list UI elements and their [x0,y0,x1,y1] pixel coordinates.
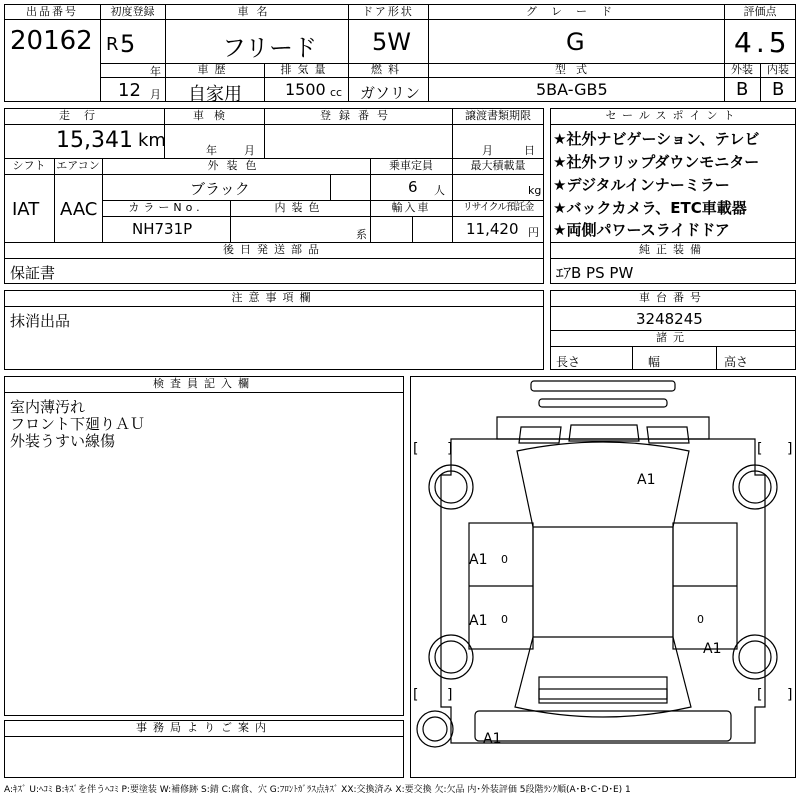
car-name: フリード [222,34,318,62]
door-label: ドア形状 [362,5,414,18]
legend: A:ｷｽﾞ U:ﾍｺﾐ B:ｷｽﾞを伴うﾍｺﾐ P:要塗装 W:補修跡 S:錆 C:腐食、穴 G:ﾌﾛﾝﾄｶﾞﾗｽ点ｷｽﾞ XX:交換済み X:要交換 欠:欠品 内･外装評価 5段階ﾗﾝｸ順(A･B･C･D･E) 1 [4,785,631,795]
first-reg-label: 初度登録 [110,5,155,18]
later-label: 後日発送部品 [223,243,325,256]
color: ブラック [190,180,250,198]
width-label: 幅 [648,355,661,369]
reg-no-label: 登録番号 [320,109,396,122]
lot-label: 出品番号 [26,5,78,18]
office-label: 事務局よりご案内 [136,721,272,734]
later-parts: 保証書 [10,264,56,282]
color-no: NH731P [132,220,193,238]
lot-number: 20162 [10,26,93,56]
diagram-bracket: ] [447,441,453,457]
kei-unit: 系 [356,228,367,241]
recycle-label: リサイクル預託金 [462,202,534,213]
chassis-label: 車台番号 [639,291,707,304]
history-label: 車歴 [197,63,232,76]
insp-year-unit: 年 [206,144,217,157]
score-label: 評価点 [743,5,777,18]
name-label: 車名 [237,5,276,18]
sales-point: ★社外フリップダウンモニター [553,153,760,171]
equipment: ｴｱB PS PW [556,264,634,282]
sales-point: ★両側パワースライドドア [553,221,730,239]
cc-unit: cc [330,86,343,99]
diagram-mark: A1 [483,731,502,747]
inspector-line: 室内薄汚れ [10,398,86,416]
capacity-label: 乗車定員 [389,159,433,172]
color-label: 外装色 [207,159,265,172]
diagram-bracket: ] [447,687,453,703]
sales-label: セールスポイント [605,109,741,122]
sales-point: ★デジタルインナーミラー [553,176,730,194]
import-label: 輸入車 [391,201,431,214]
diagram-zero: 0 [501,553,508,566]
inspection-label: 車検 [193,109,235,122]
person-unit: 人 [434,184,445,197]
diagram-mark: A1 [469,613,488,629]
diagram-bracket: ] [787,441,793,457]
grade-label: グレード [526,5,626,18]
int-score: B [772,79,785,100]
inspector-line: 外装うすい線傷 [10,432,116,450]
displacement-label: 排気量 [280,63,332,76]
load-label: 最大積載量 [470,159,526,172]
history: 自家用 [188,84,242,105]
sales-point: ★社外ナビゲーション、テレビ [553,130,760,148]
notes: 抹消出品 [10,312,71,330]
diagram-mark: A1 [703,641,722,657]
fuel: ガソリン [360,84,421,102]
shift: IAT [12,199,40,220]
mileage: 15,341 [56,128,133,153]
mileage-label: 走行 [59,109,109,122]
insp-month-unit: 月 [244,144,255,157]
notes-label: 注意事項欄 [231,291,317,304]
door: 5W [372,28,411,56]
ac-label: エアコン [56,159,100,172]
height-label: 高さ [724,355,749,369]
diagram-bracket: [ [757,687,763,703]
diagram-bracket: [ [413,687,419,703]
kg-unit: kg [528,184,542,197]
recycle: 11,420 [466,220,519,238]
car-diagram [410,376,796,778]
year-unit: 年 [150,65,161,78]
ac: AAC [60,199,98,220]
diagram-bracket: ] [787,687,793,703]
diagram-bracket: [ [757,441,763,457]
equipment-label: 純正装備 [639,243,707,256]
inspector-label: 検査員記入欄 [153,377,255,390]
model: 5BA-GB5 [536,80,608,99]
model-label: 型式 [555,63,597,76]
month: 12 [118,80,141,101]
diagram-mark: A1 [469,552,488,568]
length-label: 長さ [556,355,581,369]
month-unit: 月 [150,88,161,101]
chassis-number: 3248245 [636,310,703,328]
diagram-zero: 0 [697,613,704,626]
displacement: 1500 [285,80,326,99]
inspector-line: フロント下廻りＡＵ [10,415,146,433]
color-no-label: カラーNo. [128,201,204,214]
capacity: 6 [408,178,418,196]
transfer-month: 月 [482,144,493,157]
year: 5 [120,30,136,58]
fuel-label: 燃料 [371,63,405,76]
sales-point: ★バックカメラ、ETC車載器 [553,199,747,217]
score: 4.5 [734,26,791,59]
diagram-mark: A1 [637,472,656,488]
grade: G [566,28,585,56]
ext-label: 外装 [731,63,753,76]
int-color-label: 内装色 [274,201,326,214]
km-unit: km [138,130,166,151]
transfer-day: 日 [524,144,535,157]
era: R [106,34,119,55]
int-label: 内装 [767,63,789,76]
diagram-zero: 0 [501,613,508,626]
car-outline-svg [411,377,795,777]
yen-unit: 円 [528,226,539,239]
ext-score: B [736,79,749,100]
diagram-bracket: [ [413,441,419,457]
shift-label: シフト [12,159,46,172]
dims-label: 諸元 [656,331,690,344]
transfer-label: 譲渡書類期限 [465,109,531,122]
